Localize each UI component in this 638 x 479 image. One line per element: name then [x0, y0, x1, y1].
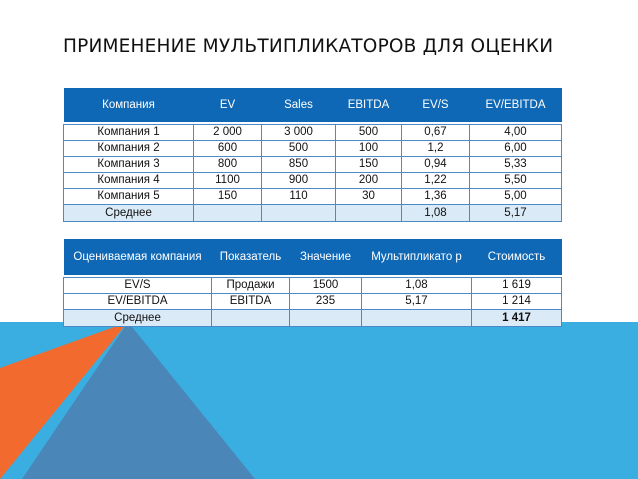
table-cell: EV/EBITDA [64, 294, 212, 310]
table-row [64, 173, 562, 189]
table-cell: 850 [262, 157, 336, 173]
column-header-ebitda: EBITDA [336, 88, 402, 122]
table-cell: 5,17 [362, 294, 472, 310]
average-row [64, 205, 562, 222]
table-cell: 0,67 [402, 125, 470, 141]
table-cell: 4,00 [470, 125, 562, 141]
table-row [64, 189, 562, 205]
table-cell [290, 310, 362, 327]
column-header-value: Значение [290, 239, 362, 275]
table-cell [336, 205, 402, 222]
table-cell: 110 [262, 189, 336, 205]
table-cell: 1,08 [402, 205, 470, 222]
column-header-multiplier: Мультипликато р [362, 239, 472, 275]
table-cell: 0,94 [402, 157, 470, 173]
total-cost-cell: 1 417 [472, 310, 562, 327]
table-cell: 30 [336, 189, 402, 205]
table-cell: 5,33 [470, 157, 562, 173]
table-cell: Компания 1 [64, 125, 194, 141]
table-row [64, 294, 562, 310]
table-cell: 5,00 [470, 189, 562, 205]
table-cell: 1 214 [472, 294, 562, 310]
valuation-table [63, 239, 562, 327]
table-cell: 3 000 [262, 125, 336, 141]
table-cell: Компания 5 [64, 189, 194, 205]
table-cell: Продажи [212, 278, 290, 294]
table-cell: 1,2 [402, 141, 470, 157]
table-cell: Компания 4 [64, 173, 194, 189]
column-header-cost: Стоимость [472, 239, 562, 275]
column-header-ev-s: EV/S [402, 88, 470, 122]
slide-title: ПРИМЕНЕНИЕ МУЛЬТИПЛИКАТОРОВ ДЛЯ ОЦЕНКИ [63, 36, 554, 57]
table-cell: 1,08 [362, 278, 472, 294]
table-cell: Компания 3 [64, 157, 194, 173]
table-cell: 235 [290, 294, 362, 310]
column-header-valued-company: Оцениваемая компания [64, 239, 212, 275]
table-cell [212, 310, 290, 327]
table-cell: Среднее [64, 310, 212, 327]
table-cell: 500 [336, 125, 402, 141]
table-cell: Среднее [64, 205, 194, 222]
table-cell: 600 [194, 141, 262, 157]
column-header-ev-ebitda: EV/EBITDA [470, 88, 562, 122]
table-cell: 150 [336, 157, 402, 173]
table-cell: EV/S [64, 278, 212, 294]
table-cell: 1500 [290, 278, 362, 294]
table-cell [194, 205, 262, 222]
table-cell: 150 [194, 189, 262, 205]
table-cell: 100 [336, 141, 402, 157]
table-cell: 800 [194, 157, 262, 173]
table-cell: 500 [262, 141, 336, 157]
average-row [64, 310, 562, 327]
table-cell: 900 [262, 173, 336, 189]
table-cell: 5,17 [470, 205, 562, 222]
column-header-ev: EV [194, 88, 262, 122]
table-cell: 1,22 [402, 173, 470, 189]
table-row [64, 157, 562, 173]
table-cell: 1100 [194, 173, 262, 189]
table-cell: Компания 2 [64, 141, 194, 157]
table-cell [362, 310, 472, 327]
table-cell: 1 619 [472, 278, 562, 294]
table-cell: 1,36 [402, 189, 470, 205]
table-row [64, 125, 562, 141]
table-cell: 2 000 [194, 125, 262, 141]
multiples-table [63, 88, 562, 222]
table-cell [262, 205, 336, 222]
table-row [64, 141, 562, 157]
table-cell: EBITDA [212, 294, 290, 310]
column-header-sales: Sales [262, 88, 336, 122]
column-header-indicator: Показатель [212, 239, 290, 275]
table-row [64, 278, 562, 294]
column-header-company: Компания [64, 88, 194, 122]
table-cell: 200 [336, 173, 402, 189]
table-cell: 5,50 [470, 173, 562, 189]
table-cell: 6,00 [470, 141, 562, 157]
